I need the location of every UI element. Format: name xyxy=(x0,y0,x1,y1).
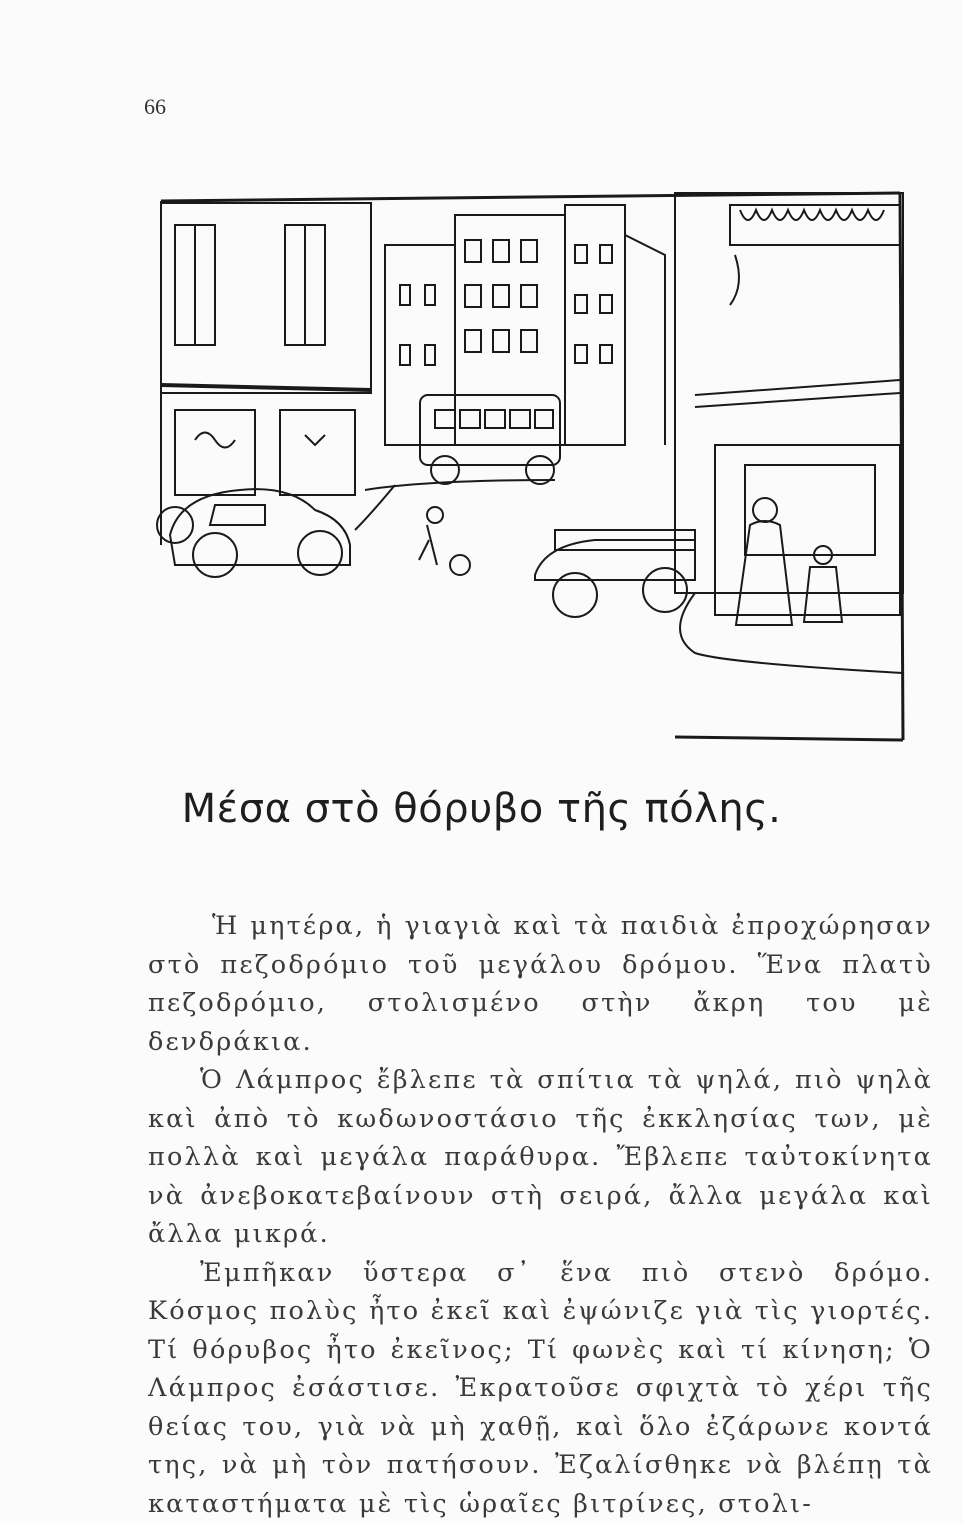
chapter-title: Μέσα στὸ θόρυβο τῆς πόλης. xyxy=(0,786,963,832)
body-text xyxy=(148,907,933,1523)
street-scene-illustration xyxy=(155,185,915,745)
page-number: 66 xyxy=(144,94,166,120)
open-car xyxy=(535,530,695,617)
paragraph: Ὁ Λάμπρος ἔβλεπε τὰ σπίτια τὰ ψηλά, πιὸ ψηλὰ καὶ ἀπὸ τὸ κωδωνοστάσιο τῆς ἐκκλησίας των, μὲ πολλὰ καὶ μεγάλα παράθυρα. Ἔβλεπε ταὐτοκίνητα νὰ ἀνεβοκατεβαίνουν στὴ σειρά, ἄλλα μεγάλα καὶ ἄλλα μικρά. xyxy=(148,1061,933,1254)
bus xyxy=(420,395,560,484)
paragraph: Ἡ μητέρα, ἡ γιαγιὰ καὶ τὰ παιδιὰ ἐπροχώρησαν στὸ πεζοδρόμιο τοῦ μεγάλου δρόμου. Ἕνα πλατὺ πεζοδρόμιο, στολισμένο στὴν ἄκρη του μὲ δενδράκια. xyxy=(148,907,933,1061)
left-building xyxy=(161,203,371,495)
pedestrians xyxy=(419,498,842,625)
paragraph: Ἐμπῆκαν ὕστερα σ᾽ ἕνα πιὸ στενὸ δρόμο. Κόσμος πολὺς ἦτο ἐκεῖ καὶ ἐψώνιζε γιὰ τὶς γιορτές. Τί θόρυβος ἦτο ἐκεῖνος; Τί φωνὲς καὶ τί κίνηση; Ὁ Λάμπρος ἐσάστισε. Ἐκρατοῦσε σφιχτὰ τὸ χέρι τῆς θείας του, γιὰ νὰ μὴ χαθῇ, καὶ ὅλο ἐζάρωνε κοντά της, νὰ μὴ τὸν πατήσουν. Ἐζαλίσθηκε νὰ βλέπῃ τὰ καταστήματα μὲ τὶς ὡραῖες βιτρίνες, στολι- xyxy=(148,1254,933,1523)
small-car xyxy=(157,489,350,577)
street-scene-drawing xyxy=(155,185,915,745)
